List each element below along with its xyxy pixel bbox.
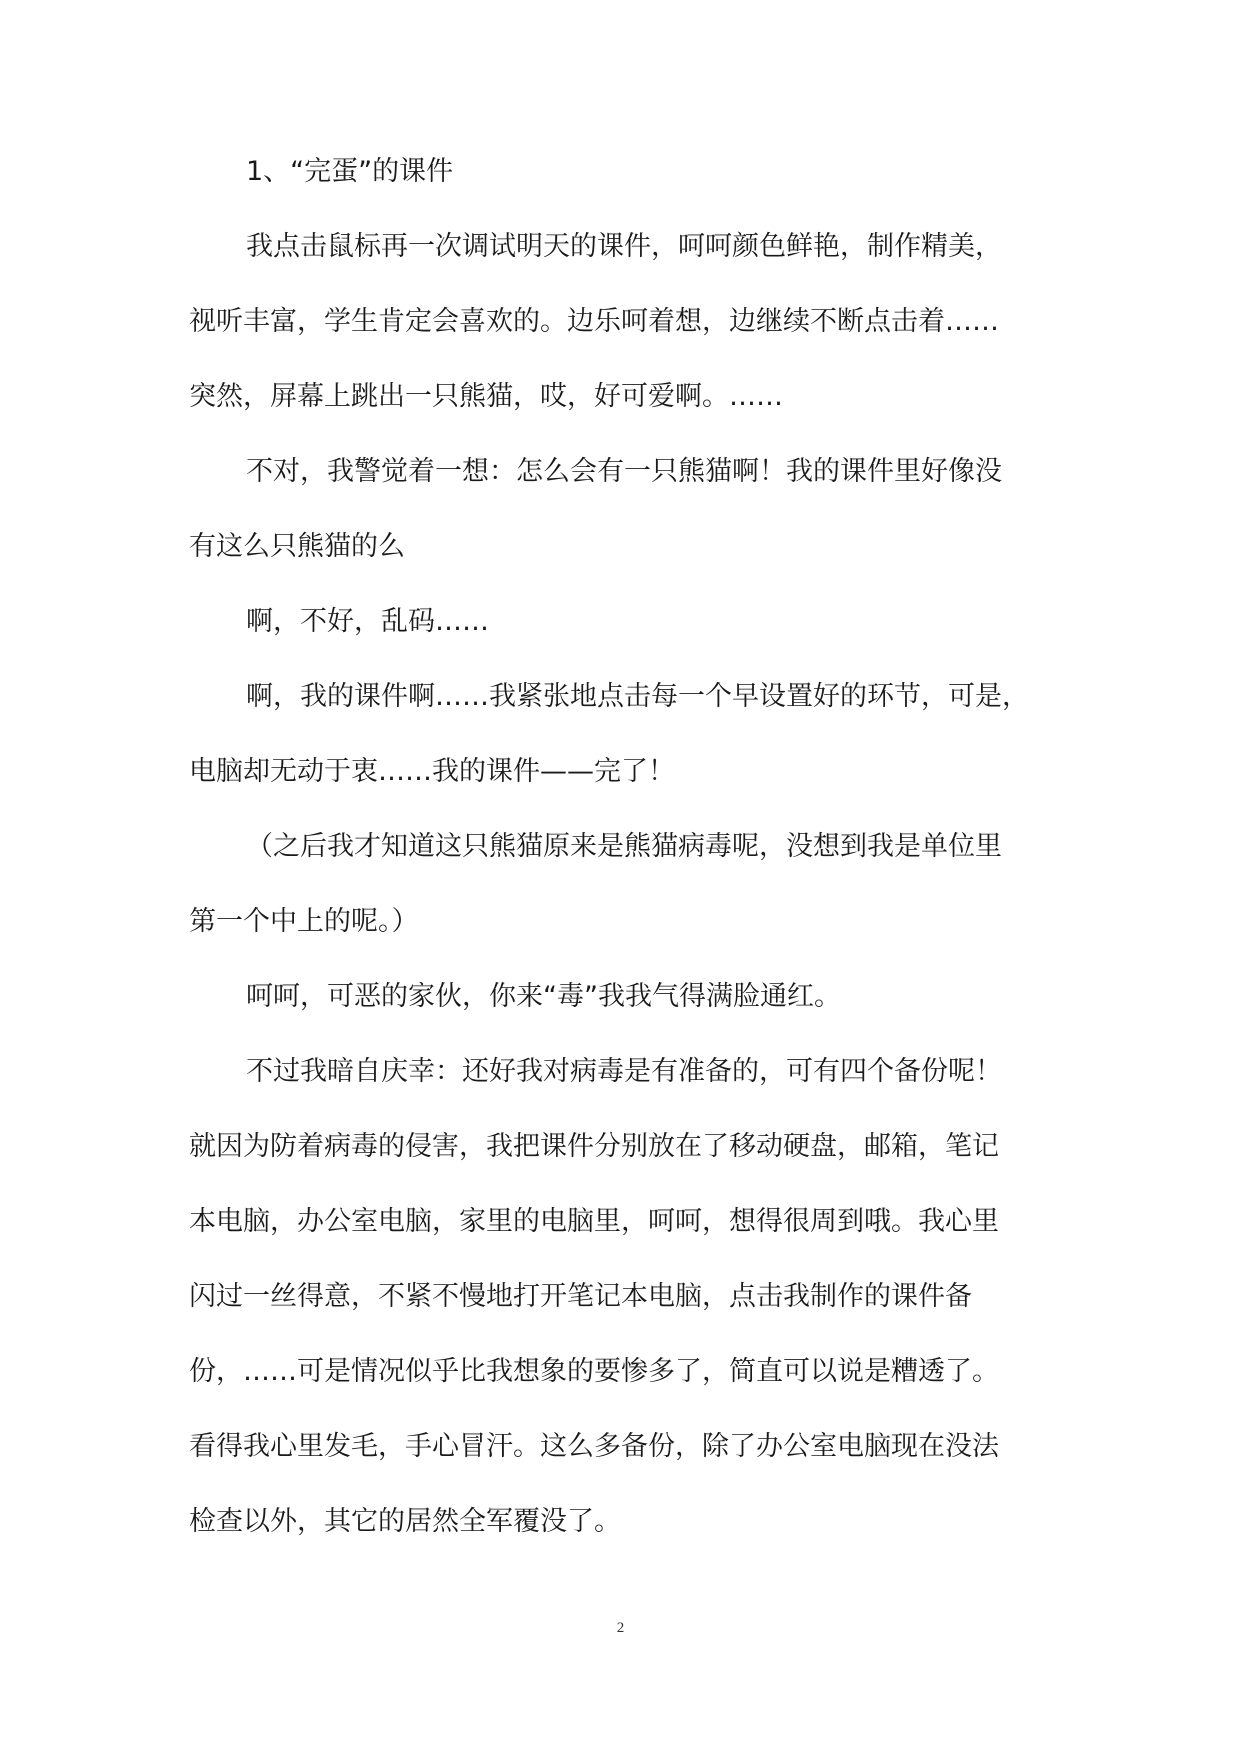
- text-line: 电脑却无动于衷……我的课件——完了！: [189, 756, 675, 787]
- text-line: 呵呵，可恶的家伙，你来“毒”我我气得满脸通红。: [246, 981, 841, 1012]
- text-line: 不对，我警觉着一想：怎么会有一只熊猫啊！我的课件里好像没: [246, 456, 1002, 487]
- text-line: 检查以外，其它的居然全军覆没了。: [189, 1506, 621, 1537]
- text-line: 闪过一丝得意，不紧不慢地打开笔记本电脑，点击我制作的课件备: [189, 1281, 972, 1312]
- text-line: （之后我才知道这只熊猫原来是熊猫病毒呢，没想到我是单位里: [246, 831, 1002, 862]
- page-number: 2: [616, 1620, 625, 1636]
- text-line: 看得我心里发毛，手心冒汗。这么多备份，除了办公室电脑现在没法: [189, 1431, 999, 1462]
- text-line: 啊，不好，乱码……: [246, 606, 489, 637]
- text-line: 我点击鼠标再一次调试明天的课件，呵呵颜色鲜艳，制作精美，: [246, 231, 1002, 262]
- text-line: 第一个中上的呢。）: [189, 906, 419, 937]
- text-line: 啊，我的课件啊……我紧张地点击每一个早设置好的环节，可是，: [246, 681, 1029, 712]
- text-line: 本电脑，办公室电脑，家里的电脑里，呵呵，想得很周到哦。我心里: [189, 1206, 999, 1237]
- text-line: 突然，屏幕上跳出一只熊猫，哎，好可爱啊。……: [189, 381, 783, 412]
- text-line: 不过我暗自庆幸：还好我对病毒是有准备的，可有四个备份呢！: [246, 1056, 1002, 1087]
- text-line: 份，……可是情况似乎比我想象的要惨多了，简直可以说是糟透了。: [189, 1356, 999, 1387]
- section-heading: 1、“完蛋”的课件: [246, 156, 454, 187]
- text-line: 就因为防着病毒的侵害，我把课件分别放在了移动硬盘，邮箱，笔记: [189, 1131, 999, 1162]
- text-line: 有这么只熊猫的么: [189, 531, 405, 562]
- text-line: 视听丰富，学生肯定会喜欢的。边乐呵着想，边继续不断点击着……: [189, 306, 999, 337]
